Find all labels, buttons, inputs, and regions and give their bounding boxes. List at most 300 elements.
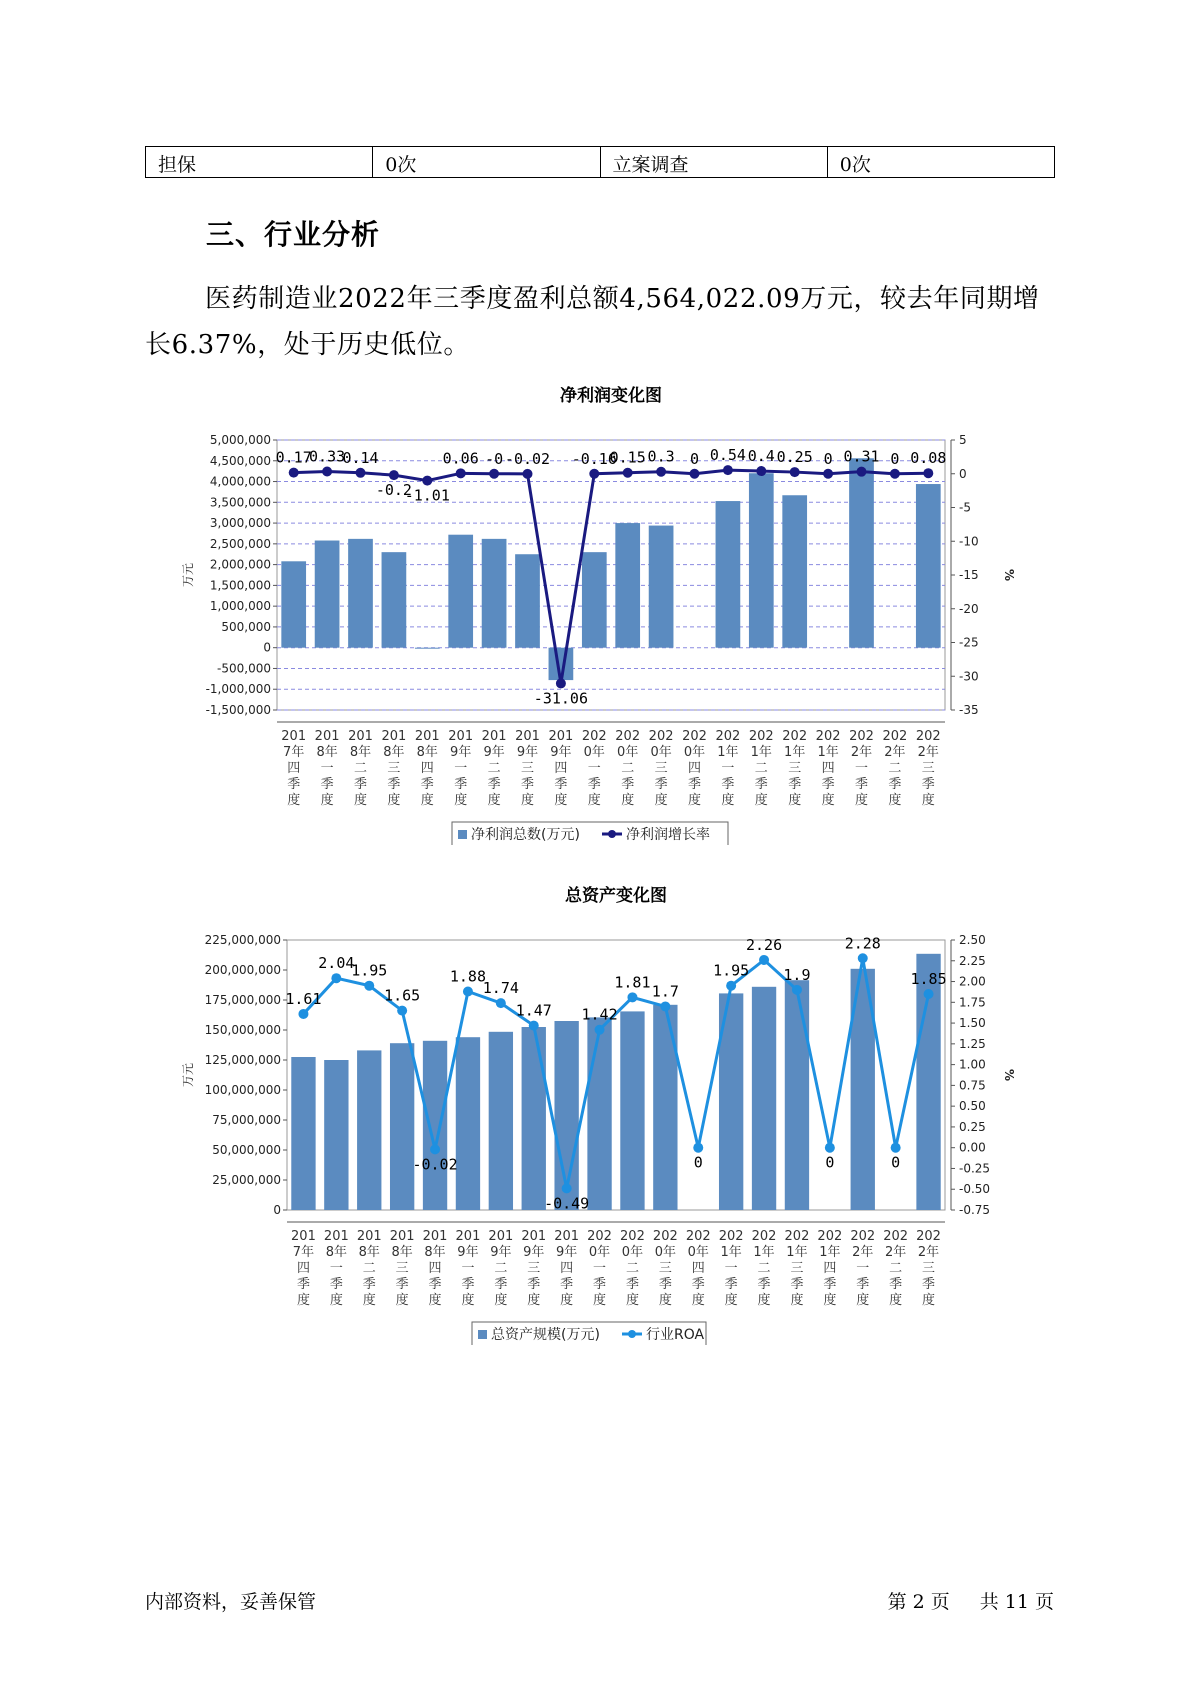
- bar: [423, 1041, 447, 1210]
- bar: [782, 495, 807, 647]
- x-tick-label: 8年: [383, 745, 405, 760]
- y-tick-label: 75,000,000: [212, 1113, 281, 1127]
- x-tick-label: 二: [494, 1261, 508, 1276]
- data-label: 1.47: [515, 1001, 552, 1020]
- x-tick-label: 三: [658, 1261, 672, 1276]
- y-tick-label: 500,000: [221, 619, 271, 634]
- x-tick-label: 季: [527, 1277, 541, 1292]
- line-point: [723, 465, 733, 475]
- line-point: [289, 468, 299, 478]
- x-tick-label: 201: [548, 729, 574, 744]
- x-tick-label: 度: [790, 1293, 804, 1308]
- y2-tick-label: -30: [959, 669, 979, 684]
- x-tick-label: 8年: [358, 1245, 380, 1260]
- y2-tick-label: 0.00: [959, 1140, 986, 1155]
- x-tick-label: 8年: [416, 745, 438, 760]
- x-tick-label: 季: [721, 777, 735, 792]
- x-tick-label: 202: [682, 729, 707, 744]
- x-tick-label: 季: [487, 777, 501, 792]
- x-tick-label: 三: [788, 761, 802, 776]
- bar: [348, 539, 373, 648]
- y2-tick-label: 1.00: [959, 1057, 986, 1072]
- y2-axis-label: %: [1002, 568, 1016, 582]
- x-tick-label: 季: [287, 777, 301, 792]
- x-tick-label: 2年: [884, 745, 906, 760]
- y-tick-label: 50,000,000: [212, 1143, 281, 1157]
- bar: [515, 554, 540, 647]
- x-tick-label: 二: [621, 761, 635, 776]
- y-tick-label: 175,000,000: [204, 993, 281, 1007]
- line-point: [430, 1144, 440, 1154]
- legend-line-label: 净利润增长率: [626, 827, 710, 843]
- x-tick-label: 季: [520, 777, 535, 792]
- x-tick-label: 季: [823, 1277, 837, 1292]
- data-label: -0.02: [504, 449, 551, 468]
- y2-tick-label: 0.75: [959, 1078, 986, 1093]
- x-tick-label: 2年: [917, 1245, 940, 1260]
- data-label: 1.9: [783, 965, 811, 984]
- line-point: [726, 981, 736, 991]
- x-tick-label: 三: [387, 761, 401, 776]
- bar: [482, 539, 507, 648]
- x-tick-label: 9年: [450, 745, 472, 760]
- line-point: [356, 468, 366, 478]
- risk-info-table: [145, 146, 1055, 178]
- x-tick-label: 季: [724, 1277, 738, 1292]
- x-tick-label: 度: [287, 793, 301, 808]
- line-point: [463, 987, 473, 997]
- bar: [785, 980, 809, 1210]
- line-point: [924, 989, 934, 999]
- x-tick-label: 四: [687, 761, 702, 776]
- x-tick-label: 201: [323, 1229, 349, 1244]
- x-tick-label: 季: [687, 777, 702, 792]
- x-tick-label: 季: [428, 1277, 442, 1292]
- x-tick-label: 四: [821, 761, 835, 776]
- x-tick-label: 一: [854, 761, 869, 776]
- x-tick-label: 季: [854, 777, 869, 792]
- legend-line-marker: [608, 830, 616, 838]
- x-tick-label: 度: [527, 1293, 541, 1308]
- line-point: [529, 1021, 539, 1031]
- x-tick-label: 202: [648, 729, 674, 744]
- data-label: 1.74: [482, 979, 519, 998]
- y-tick-label: 200,000,000: [204, 963, 281, 977]
- legend-bar-label: 净利润总数(万元): [471, 827, 580, 843]
- x-tick-label: 二: [757, 1261, 771, 1276]
- page-number: 2: [912, 1591, 925, 1613]
- page-indicator: [882, 1587, 1054, 1614]
- y-tick-label: -1,500,000: [205, 703, 271, 717]
- x-tick-label: 201: [291, 1229, 316, 1244]
- bar: [382, 552, 407, 648]
- x-tick-label: 四: [554, 761, 568, 776]
- x-tick-label: 度: [625, 1293, 639, 1308]
- data-label: -0.16: [571, 449, 617, 468]
- x-tick-label: 四: [428, 1261, 442, 1276]
- line-point: [322, 467, 332, 477]
- y-tick-label: 0: [273, 1203, 281, 1217]
- x-tick-label: 2年: [885, 1245, 907, 1260]
- bar: [291, 1057, 315, 1210]
- data-label: 0.25: [776, 448, 813, 467]
- x-tick-label: 度: [554, 793, 568, 808]
- x-tick-label: 季: [621, 777, 635, 792]
- total-pages: 11: [1004, 1591, 1029, 1613]
- line-point: [891, 1143, 901, 1153]
- y-axis-label: 万元: [181, 562, 195, 588]
- x-tick-label: 季: [420, 777, 434, 792]
- data-label: 1.81: [614, 973, 651, 992]
- total-assets-chart-svg: [180, 885, 1020, 1345]
- x-tick-label: 四: [420, 761, 434, 776]
- x-tick-label: 二: [888, 761, 902, 776]
- y-tick-label: 2,500,000: [209, 536, 271, 551]
- x-tick-label: 季: [454, 777, 468, 792]
- x-tick-label: 一: [461, 1261, 475, 1276]
- y-tick-label: 3,500,000: [209, 495, 271, 510]
- x-tick-label: 季: [856, 1277, 870, 1292]
- x-tick-label: 1年: [784, 745, 806, 760]
- line-point: [759, 955, 769, 965]
- line-point: [690, 469, 700, 479]
- y2-tick-label: 2.50: [959, 933, 986, 947]
- data-label: 1.85: [910, 970, 947, 988]
- y-axis-label: 万元: [181, 1062, 195, 1088]
- x-tick-label: 度: [395, 1293, 409, 1308]
- x-tick-label: 一: [454, 761, 468, 776]
- y-tick-label: -1,000,000: [205, 682, 271, 697]
- data-label: 2.26: [745, 935, 783, 954]
- data-label: 0: [891, 1153, 901, 1172]
- x-tick-label: 202: [615, 729, 641, 744]
- x-tick-label: 9年: [516, 745, 539, 760]
- bar: [415, 648, 440, 649]
- x-tick-label: 202: [883, 1229, 909, 1244]
- line-point: [489, 469, 499, 479]
- x-tick-label: 202: [850, 1229, 876, 1244]
- x-tick-label: 201: [554, 1229, 580, 1244]
- x-tick-label: 季: [790, 1277, 804, 1292]
- x-tick-label: 201: [348, 729, 373, 744]
- x-tick-label: 度: [721, 793, 735, 808]
- x-tick-label: 202: [581, 729, 607, 744]
- x-tick-label: 度: [922, 1293, 936, 1308]
- total-word: 页: [1034, 1591, 1054, 1613]
- legend-bar-swatch: [458, 830, 467, 839]
- y-tick-label: 5,000,000: [209, 433, 271, 447]
- x-tick-label: 8年: [325, 1245, 347, 1260]
- x-tick-label: 8年: [391, 1245, 413, 1260]
- x-tick-label: 度: [520, 793, 535, 808]
- data-label: 0: [825, 1153, 835, 1172]
- y2-tick-label: -0.25: [959, 1161, 991, 1176]
- x-tick-label: 9年: [550, 745, 572, 760]
- y-tick-label: -500,000: [217, 661, 271, 676]
- data-label: 2.28: [844, 934, 881, 953]
- x-tick-label: 度: [387, 793, 401, 808]
- x-tick-label: 201: [422, 1229, 448, 1244]
- chart-title: 总资产变化图: [565, 886, 667, 906]
- legend-bar-label: 总资产规模(万元): [491, 1327, 600, 1343]
- x-tick-label: 度: [420, 793, 434, 808]
- y2-tick-label: -25: [959, 635, 979, 650]
- x-tick-label: 季: [461, 1277, 475, 1292]
- legend-bar-swatch: [478, 1330, 487, 1339]
- data-label: 0.4: [747, 447, 775, 466]
- x-tick-label: 三: [654, 761, 668, 776]
- x-tick-label: 度: [888, 793, 902, 808]
- table-cell: 立案调查: [600, 147, 827, 178]
- bar: [716, 501, 741, 648]
- x-tick-label: 一: [320, 761, 334, 776]
- x-tick-label: 202: [751, 1229, 777, 1244]
- x-tick-label: 度: [487, 793, 501, 808]
- x-tick-label: 度: [296, 1293, 310, 1308]
- y2-tick-label: 0.50: [959, 1099, 986, 1114]
- x-tick-label: 1年: [753, 1245, 775, 1260]
- x-tick-label: 季: [362, 1277, 376, 1292]
- x-tick-label: 1年: [717, 745, 739, 760]
- x-tick-label: 度: [362, 1293, 376, 1308]
- line-point: [331, 973, 341, 983]
- y2-tick-label: -10: [959, 534, 979, 549]
- table-cell: 0次: [373, 147, 600, 178]
- data-label: 0.33: [309, 447, 346, 466]
- y2-axis-label: %: [1002, 1068, 1016, 1082]
- y-tick-label: 125,000,000: [204, 1053, 281, 1067]
- line-point: [422, 476, 432, 486]
- y-tick-label: 3,000,000: [209, 516, 271, 531]
- x-tick-label: 二: [487, 761, 501, 776]
- x-tick-label: 7年: [292, 1245, 315, 1260]
- table-row: [146, 147, 1055, 178]
- x-tick-label: 二: [353, 761, 368, 776]
- line-point: [595, 1025, 605, 1035]
- x-tick-label: 201: [521, 1229, 547, 1244]
- data-label: 1.65: [384, 986, 421, 1005]
- x-tick-label: 一: [587, 761, 601, 776]
- bar: [456, 1037, 480, 1210]
- x-tick-label: 季: [921, 777, 935, 792]
- x-tick-label: 一: [856, 1261, 870, 1276]
- x-tick-label: 度: [658, 1293, 672, 1308]
- x-tick-label: 季: [296, 1277, 310, 1292]
- footer-confidential-note: 内部资料，妥善保管: [145, 1591, 317, 1613]
- x-tick-label: 四: [560, 1261, 574, 1276]
- line-point: [389, 470, 399, 480]
- x-tick-label: 度: [587, 793, 601, 808]
- x-tick-label: 202: [916, 1229, 941, 1244]
- x-tick-label: 季: [658, 1277, 672, 1292]
- bar: [649, 526, 674, 648]
- x-tick-label: 0年: [588, 1245, 611, 1260]
- section-title: 三、行业分析: [206, 218, 381, 251]
- x-tick-label: 季: [593, 1277, 607, 1292]
- bar: [281, 561, 306, 647]
- x-tick-label: 季: [754, 777, 768, 792]
- x-tick-label: 度: [821, 793, 835, 808]
- line-point: [627, 992, 637, 1002]
- x-tick-label: 8年: [424, 1245, 446, 1260]
- page-prefix: 第: [887, 1591, 907, 1613]
- bar: [749, 473, 774, 647]
- line-point: [660, 1001, 670, 1011]
- line-point: [823, 469, 833, 479]
- x-tick-label: 202: [587, 1229, 612, 1244]
- y-tick-label: 1,500,000: [209, 578, 271, 593]
- line-point: [792, 985, 802, 995]
- data-label: -0: [485, 449, 504, 468]
- x-tick-label: 季: [560, 1277, 574, 1292]
- x-tick-label: 度: [654, 793, 668, 808]
- x-tick-label: 季: [494, 1277, 508, 1292]
- y2-tick-label: 2.25: [959, 953, 986, 968]
- x-tick-label: 季: [587, 777, 601, 792]
- data-label: 1.95: [713, 961, 750, 980]
- x-tick-label: 201: [356, 1229, 382, 1244]
- x-tick-label: 0年: [683, 745, 706, 760]
- y-tick-label: 25,000,000: [212, 1173, 281, 1187]
- x-tick-label: 1年: [786, 1245, 808, 1260]
- line-point: [756, 466, 766, 476]
- x-tick-label: 9年: [556, 1245, 578, 1260]
- page-word: 页: [930, 1591, 950, 1613]
- data-label: 0: [890, 449, 900, 468]
- x-tick-label: 三: [922, 1261, 936, 1276]
- x-tick-label: 度: [823, 1293, 837, 1308]
- x-tick-label: 季: [889, 1277, 903, 1292]
- line-point: [298, 1009, 308, 1019]
- x-tick-label: 度: [454, 793, 468, 808]
- y-tick-label: 1,000,000: [209, 599, 271, 614]
- data-label: 0.31: [843, 447, 880, 466]
- bar: [357, 1050, 381, 1210]
- x-tick-label: 8年: [349, 745, 372, 760]
- bar: [849, 458, 874, 647]
- y-tick-label: 0: [263, 640, 271, 655]
- x-tick-label: 季: [821, 777, 835, 792]
- x-tick-label: 202: [784, 1229, 810, 1244]
- x-tick-label: 2年: [850, 745, 873, 760]
- y2-tick-label: 0: [959, 466, 967, 481]
- data-label: 2.04: [318, 954, 355, 973]
- data-label: -0.2: [375, 481, 412, 500]
- y-tick-label: 2,000,000: [209, 557, 271, 572]
- bar: [752, 987, 776, 1210]
- x-tick-label: 度: [428, 1293, 442, 1308]
- x-tick-label: 201: [481, 729, 507, 744]
- chart-title: 净利润变化图: [560, 386, 662, 406]
- line-point: [397, 1006, 407, 1016]
- line-point: [858, 953, 868, 963]
- x-tick-label: 9年: [523, 1245, 545, 1260]
- x-tick-label: 季: [329, 1277, 343, 1292]
- x-tick-label: 0年: [687, 1245, 709, 1260]
- x-tick-label: 9年: [483, 745, 505, 760]
- line-point: [589, 469, 599, 479]
- x-tick-label: 一: [721, 761, 735, 776]
- bar: [390, 1043, 414, 1210]
- x-tick-label: 度: [329, 1293, 343, 1308]
- x-tick-label: 季: [387, 777, 401, 792]
- line-point: [890, 469, 900, 479]
- y2-tick-label: -35: [959, 703, 979, 717]
- y2-tick-label: 0.25: [959, 1119, 986, 1134]
- bar: [582, 552, 607, 648]
- x-tick-label: 202: [882, 729, 908, 744]
- x-tick-label: 二: [362, 1261, 376, 1276]
- x-tick-label: 度: [353, 793, 368, 808]
- line-point: [693, 1143, 703, 1153]
- y2-tick-label: 1.75: [959, 995, 986, 1010]
- x-tick-label: 度: [687, 793, 702, 808]
- x-tick-label: 三: [790, 1261, 804, 1276]
- x-tick-label: 季: [625, 1277, 639, 1292]
- legend-line-label: 行业ROA: [646, 1327, 705, 1343]
- x-tick-label: 二: [889, 1261, 903, 1276]
- x-tick-label: 季: [554, 777, 568, 792]
- y2-tick-label: -20: [959, 601, 979, 616]
- x-tick-label: 四: [691, 1261, 705, 1276]
- y2-tick-label: 5: [959, 433, 967, 447]
- y-tick-label: 4,500,000: [209, 453, 271, 468]
- line-point: [857, 467, 867, 477]
- x-tick-label: 一: [593, 1261, 607, 1276]
- data-label: -0.49: [544, 1194, 590, 1213]
- y2-tick-label: 1.25: [959, 1036, 986, 1051]
- line-point: [562, 1183, 572, 1193]
- x-tick-label: 二: [625, 1261, 639, 1276]
- x-tick-label: 9年: [490, 1245, 512, 1260]
- data-label: 1.7: [651, 982, 679, 1001]
- x-tick-label: 度: [788, 793, 802, 808]
- y2-tick-label: -0.75: [959, 1203, 991, 1217]
- x-tick-label: 0年: [654, 1245, 676, 1260]
- x-tick-label: 0年: [650, 745, 672, 760]
- x-tick-label: 二: [754, 761, 768, 776]
- total-prefix: 共: [979, 1591, 999, 1613]
- x-tick-label: 202: [849, 729, 874, 744]
- x-tick-label: 2年: [852, 1245, 874, 1260]
- data-label: 1.61: [285, 989, 322, 1008]
- bar: [489, 1032, 513, 1210]
- x-tick-label: 202: [620, 1229, 645, 1244]
- y2-tick-label: -15: [959, 568, 979, 582]
- data-label: 0.3: [647, 447, 675, 466]
- x-tick-label: 三: [520, 761, 535, 776]
- data-label: 0.06: [442, 449, 479, 468]
- x-tick-label: 四: [287, 761, 301, 776]
- data-label: 0.54: [709, 446, 746, 465]
- x-tick-label: 7年: [283, 745, 305, 760]
- x-tick-label: 三: [395, 1261, 409, 1276]
- data-label: 0.14: [342, 448, 379, 467]
- data-label: 1.88: [449, 967, 487, 986]
- line-point: [364, 981, 374, 991]
- x-tick-label: 度: [560, 1293, 574, 1308]
- x-tick-label: 度: [724, 1293, 738, 1308]
- x-tick-label: 度: [757, 1293, 771, 1308]
- data-label: 0: [693, 1153, 703, 1172]
- x-tick-label: 四: [823, 1261, 837, 1276]
- y2-tick-label: -5: [959, 500, 971, 515]
- bar: [315, 541, 340, 648]
- data-label: 1.42: [581, 1005, 618, 1024]
- data-label: 0.08: [910, 449, 947, 468]
- x-tick-label: 0年: [621, 1245, 644, 1260]
- x-tick-label: 1年: [720, 1245, 742, 1260]
